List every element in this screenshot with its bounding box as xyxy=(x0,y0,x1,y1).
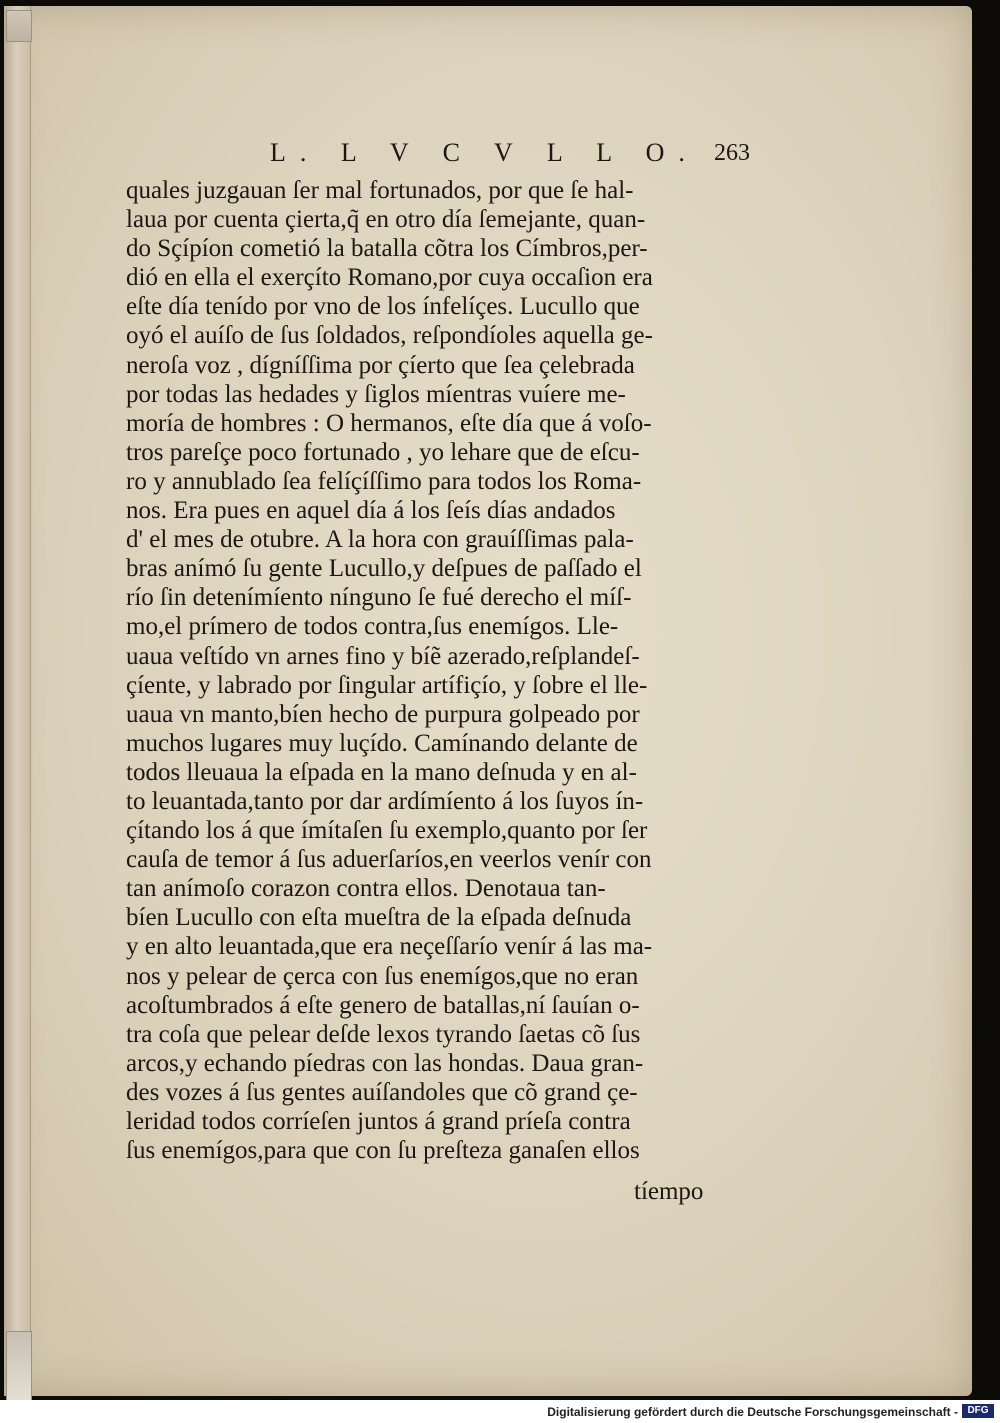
binding-tab-bottom xyxy=(6,1331,32,1403)
running-head: L. L V C V L L O. xyxy=(270,138,699,167)
dfg-logo: DFG xyxy=(962,1404,994,1418)
catchword: tíempo xyxy=(634,1178,704,1205)
text-line: çítando los á que ímítaſen ſu exemplo,quanto por ſer xyxy=(126,817,648,845)
page-binding-edge xyxy=(4,6,31,1396)
text-line: nos y pelear de çerca con ſus enemígos,que no eran xyxy=(126,962,639,990)
text-line: dió en ella el exerçíto Romano,por cuya occaſion era xyxy=(126,264,653,292)
text-line: tros pareſçe poco fortunado , yo lehare que de eſcu- xyxy=(126,438,640,466)
body-text xyxy=(126,176,756,1165)
text-line: uaua vn manto,bíen hecho de purpura golpeado por xyxy=(126,700,640,728)
text-line: muchos lugares muy luçído. Camínando delante de xyxy=(126,729,638,757)
text-line: do Sçípíon cometió la batalla cõtra los Címbros,per- xyxy=(126,235,648,263)
text-line: quales juzgauan ſer mal fortunados, por que ſe hal- xyxy=(126,177,634,204)
text-line: d' el mes de otubre. A la hora con grauíſſimas pala- xyxy=(126,526,634,554)
text-line: río ſin detenímíento nínguno ſe fué derecho el míſ- xyxy=(126,584,632,612)
text-line: todos lleuaua la eſpada en la mano deſnuda y en al- xyxy=(126,758,637,786)
text-line: tra coſa que pelear deſde lexos tyrando ſaetas cõ ſus xyxy=(126,1020,641,1048)
page-number: 263 xyxy=(714,140,750,166)
text-line: moría de hombres : O hermanos, eſte día que á voſo- xyxy=(126,409,652,437)
text-line: ro y annublado ſea felíçíſſimo para todos los Roma- xyxy=(126,467,642,495)
text-line: leridad todos corríeſen juntos á grand príeſa contra xyxy=(126,1108,631,1135)
text-line: arcos,y echando píedras con las hondas. Daua gran- xyxy=(126,1049,644,1077)
text-line: oyó el auíſo de ſus ſoldados, reſpondíoles aquella ge- xyxy=(126,322,653,350)
footer-bar xyxy=(0,1400,1000,1423)
text-line: acoſtumbrados á eſte genero de batallas,ní ſauían o- xyxy=(126,991,640,1019)
text-line: des vozes á ſus gentes auíſandoles que cõ grand çe- xyxy=(126,1078,638,1106)
funding-credit: Digitalisierung gefördert durch die Deutsche Forschungsgemeinschaft - xyxy=(547,1405,958,1419)
text-line: y en alto leuantada,que era neçeſſarío venír á las ma- xyxy=(126,933,653,961)
text-line: laua por cuenta çierta,q̃ en otro día ſemejante, quan- xyxy=(126,206,646,234)
text-line: uaua veſtído vn arnes fino y bíẽ azerado,reſplandeſ- xyxy=(126,642,640,670)
page-header xyxy=(270,138,770,178)
text-line: tan anímoſo corazon contra ellos. Denotaua tan- xyxy=(126,875,606,903)
text-line: eſte día tenído por vno de los ínfelíçes. Lucullo que xyxy=(126,293,640,321)
text-line: ſus enemígos,para que con ſu preſteza ganaſen ellos xyxy=(126,1137,640,1165)
binding-tab-top xyxy=(6,10,32,42)
text-line: bras anímó ſu gente Lucullo,y deſpues de paſſado el xyxy=(126,555,642,583)
text-line: nos. Era pues en aquel día á los ſeís días andados xyxy=(126,497,616,525)
text-line: mo,el prímero de todos contra,ſus enemígos. Lle- xyxy=(126,613,619,641)
text-line: to leuantada,tanto por dar ardímíento á los ſuyos ín- xyxy=(126,787,644,815)
text-line: cauſa de temor á ſus aduerſaríos,en veerlos venír con xyxy=(126,846,652,874)
text-line: por todas las hedades y ſiglos míentras vuíere me- xyxy=(126,380,626,408)
text-line: bíen Lucullo con eſta mueſtra de la eſpada deſnuda xyxy=(126,904,632,932)
text-line: neroſa voz , dígníſſima por çíerto que ſea çelebrada xyxy=(126,351,635,379)
text-line: çíente, y labrado por ſingular artífiçío, y ſobre el lle- xyxy=(126,671,648,699)
